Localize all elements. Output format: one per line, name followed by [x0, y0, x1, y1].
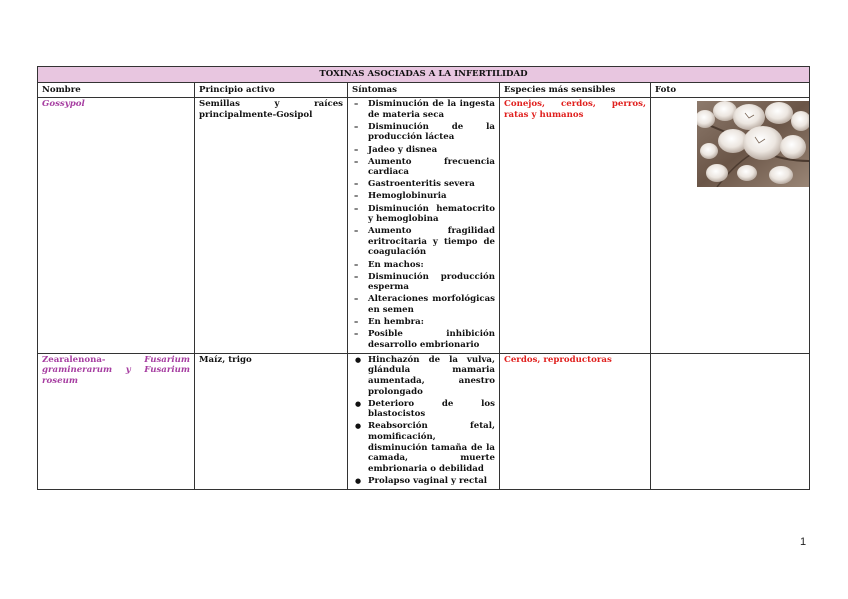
symptom-item: – Jadeo y disnea — [354, 144, 438, 155]
row-nombre-gossypol: Gossypol — [38, 98, 195, 354]
cotton-bolls-photo — [697, 101, 809, 187]
header-foto: Foto — [651, 82, 810, 98]
symptom-item: – Disminución de la ingesta de materia seca — [354, 99, 495, 120]
symptom-item: – Alteraciones morfológicas en semen — [354, 294, 495, 315]
row-sintomas — [348, 353, 500, 489]
symptom-item: – Disminución de la producción láctea — [354, 121, 495, 143]
table-title-row — [38, 67, 810, 83]
row-nombre-zearalenona: Zearalenona- Fusarium graminerarum y Fusarium roseum — [38, 353, 195, 489]
page-number: 1 — [800, 536, 807, 548]
symptom-item: ● Prolapso vaginal y rectal — [355, 475, 488, 486]
header-especies: Especies más sensibles — [500, 82, 651, 98]
row-sintomas — [348, 98, 500, 354]
row-especies: Conejos, cerdos, perros, ratas y humanos — [500, 98, 651, 354]
table-row — [38, 98, 810, 354]
symptom-item: ● Reabsorción fetal, momificación, disminución tamaña de la camada, muerte embrionaria o debilidad — [355, 421, 495, 474]
symptom-list — [352, 355, 495, 487]
row-principio: Semillas y raíces principalmente-Gosipol — [195, 98, 348, 354]
symptom-item: – Disminución hematocrito y hemoglobina — [354, 203, 495, 225]
symptom-item: ● Hinchazón de la vulva, glándula mamaria aumentada, anestro prolongado — [355, 354, 495, 397]
symptom-item: ● Deterioro de los blastocistos — [355, 398, 495, 420]
row-foto — [651, 98, 810, 354]
header-sintomas: Síntomas — [348, 82, 500, 98]
symptom-item: – En hembra: — [354, 316, 424, 327]
table-title: TOXINAS ASOCIADAS A LA INFERTILIDAD — [38, 67, 810, 83]
table-row — [38, 353, 810, 489]
header-row — [38, 82, 810, 98]
header-nombre: Nombre — [38, 82, 195, 98]
row-especies: Cerdos, reproductoras — [500, 353, 651, 489]
row-foto-empty — [651, 353, 810, 489]
symptom-list — [352, 99, 495, 350]
symptom-item: – Gastroenteritis severa — [354, 179, 475, 190]
header-principio: Principio activo — [195, 82, 348, 98]
symptom-item: – Aumento frecuencia cardiaca — [354, 156, 495, 178]
row-principio: Maíz, trigo — [195, 353, 348, 489]
symptom-item: – Aumento fragilidad eritrocitaria y tiempo de coagulación — [354, 226, 495, 258]
symptom-item: – Disminución producción esperma — [354, 271, 495, 293]
toxins-table — [37, 66, 810, 490]
symptom-item: – Hemoglobinuria — [354, 191, 447, 202]
symptom-item: – Posible inhibición desarrollo embrionario — [354, 329, 495, 350]
symptom-item: – En machos: — [354, 259, 424, 270]
